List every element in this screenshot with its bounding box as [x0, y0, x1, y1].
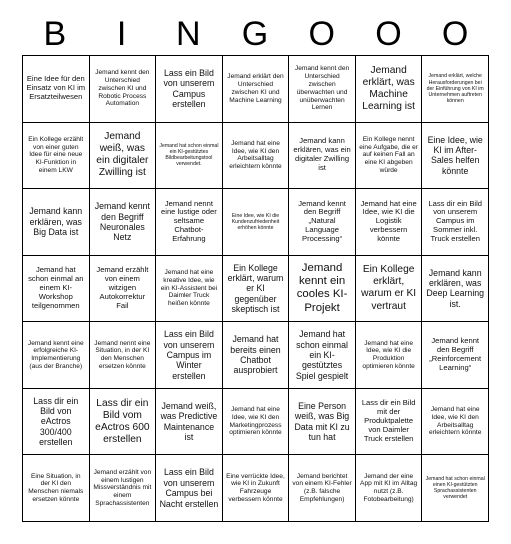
bingo-cell-text: Lass ein Bild von unserem Campus im Winter erstellen — [163, 329, 215, 381]
bingo-cell[interactable] — [23, 322, 90, 389]
bingo-cell-text: Jemand nennt eine lustige oder seltsame Chatbot-Erfahrung — [161, 198, 217, 244]
bingo-cell-text: Jemand kennt den Begriff „Natural Language Processing“ — [298, 198, 346, 244]
bingo-cell-text: Jemand kann erklären, was Deep Learning ist. — [426, 267, 485, 309]
bingo-cell[interactable] — [90, 189, 157, 256]
bingo-cell-text: Jemand kennt den Begriff Neuronales Netz — [94, 201, 150, 243]
bingo-cell-text: Jemand hat schon einmal an einem KI-Workshop teilgenommen — [28, 265, 84, 310]
bingo-cell[interactable] — [90, 455, 157, 522]
bingo-cell[interactable] — [156, 56, 223, 123]
bingo-cell-text: Jemand kennt den Begriff „Reinforcement Learning“ — [429, 336, 482, 373]
bingo-cell[interactable] — [356, 123, 423, 190]
bingo-cell[interactable] — [289, 322, 356, 389]
bingo-cell[interactable] — [23, 56, 90, 123]
bingo-cell-text: Jemand hat bereits einen Chatbot ausprobiert — [230, 334, 281, 376]
header-letter: O — [308, 14, 336, 53]
bingo-cell-text: Jemand kennt eine erfolgreiche KI-Implementierung (aus der Branche) — [27, 339, 84, 370]
bingo-cell[interactable] — [356, 322, 423, 389]
bingo-cell-text: Jemand kennt den Unterschied zwischen KI und Robotic Process Automation — [95, 69, 150, 108]
bingo-cell-text: Ein Kollege erklärt, warum er KI vertraut — [361, 264, 417, 312]
bingo-cell[interactable] — [289, 56, 356, 123]
header-letter: G — [241, 14, 270, 53]
bingo-cell-text: Jemand erklärt, welche Herausforderungen bei der Einführung von KI im Unternehmen auftreten können — [426, 73, 484, 104]
bingo-cell-text: Ein Kollege nennt eine Aufgabe, die er auf keinen Fall an eine KI abgeben würde — [359, 135, 418, 174]
bingo-cell[interactable] — [90, 123, 157, 190]
bingo-cell[interactable] — [422, 455, 489, 522]
bingo-cell[interactable] — [23, 123, 90, 190]
bingo-cell-text: Eine Idee für den Einsatz von KI im Ersatzteilwesen — [26, 74, 86, 102]
bingo-cell-text: Lass dir ein Bild von unserem Campus im Sommer inkl. Truck erstellen — [428, 198, 482, 244]
bingo-cell[interactable] — [422, 189, 489, 256]
bingo-cell[interactable] — [223, 123, 290, 190]
bingo-header — [22, 14, 489, 54]
bingo-cell-text: Jemand hat eine Idee, wie KI den Arbeitsalltag erleichtern könnte — [229, 139, 282, 171]
header-letter: N — [176, 14, 202, 53]
bingo-cell-text: Jemand weiß, was ein digitaler Zwilling ist — [96, 131, 149, 179]
bingo-cell-text: Eine Person weiß, was Big Data mit KI zu tun hat — [294, 400, 350, 442]
bingo-cell[interactable] — [156, 322, 223, 389]
header-letter: B — [43, 14, 68, 53]
bingo-cell-text: Jemand berichtet von einem KI-Fehler (z.B. falsche Empfehlungen) — [292, 472, 352, 503]
bingo-cell[interactable] — [90, 256, 157, 323]
bingo-cell-text: Jemand nennt eine Situation, in der KI den Menschen ersetzen könnte — [94, 339, 151, 370]
bingo-cell-text: Ein Kollege erklärt, warum er KI gegenüber skeptisch ist — [227, 262, 284, 315]
bingo-cell-text: Jemand hat eine Idee, wie KI die Logistik verbessern könnte — [360, 198, 417, 244]
bingo-cell-text: Jemand hat schon einmal einen KI-gestützten Sprachassistenten verwendet — [425, 475, 485, 501]
bingo-cell[interactable] — [23, 455, 90, 522]
bingo-cell[interactable] — [223, 189, 290, 256]
bingo-cell[interactable] — [422, 256, 489, 323]
bingo-cell-text: Jemand hat eine Idee, wie KI die Produktion optimieren könnte — [362, 339, 415, 370]
bingo-cell-text: Eine Idee, wie KI im After-Sales helfen könnte — [427, 134, 483, 176]
bingo-cell[interactable] — [90, 56, 157, 123]
bingo-cell[interactable] — [422, 123, 489, 190]
bingo-cell-text: Jemand hat schon einmal ein KI-gestütztes Bildbearbeitungstool verwendet. — [159, 143, 219, 168]
header-letter: O — [441, 14, 470, 53]
bingo-cell[interactable] — [356, 56, 423, 123]
bingo-cell[interactable] — [356, 455, 423, 522]
bingo-cell-text: Ein Kollege erzählt von einer guten Idee für eine neue KI-Funktion in einem LKW — [28, 135, 84, 174]
bingo-cell[interactable] — [223, 455, 290, 522]
bingo-cell[interactable] — [223, 322, 290, 389]
bingo-cell[interactable] — [289, 256, 356, 323]
bingo-cell-text: Jemand kann erklären, was ein digitaler Zwilling ist — [293, 136, 351, 173]
bingo-cell-text: Jemand erzählt von einem witzigen Autokorrektur Fail — [96, 265, 149, 310]
bingo-cell-text: Jemand hat eine kreative Idee, wie ein KI-Assistent bei Daimler Truck heißen könnte — [160, 269, 218, 308]
bingo-cell[interactable] — [90, 389, 157, 456]
bingo-cell[interactable] — [422, 322, 489, 389]
bingo-cell[interactable] — [356, 256, 423, 323]
bingo-cell-text: Lass dir ein Bild vom eActros 600 erstellen — [95, 397, 150, 445]
bingo-cell-text: Eine Situation, in der KI den Menschen niemals ersetzen könnte — [28, 472, 84, 503]
bingo-cell-text: Eine Idee, wie KI die Kundenzufriedenheit erhöhen könnte — [231, 212, 280, 231]
bingo-cell[interactable] — [23, 189, 90, 256]
bingo-cell[interactable] — [289, 123, 356, 190]
bingo-grid — [22, 55, 489, 522]
bingo-cell[interactable] — [223, 256, 290, 323]
bingo-cell[interactable] — [289, 389, 356, 456]
bingo-cell-text: Lass dir ein Bild mit der Produktpalette von Daimler Truck erstellen — [361, 398, 416, 444]
bingo-cell-text: Jemand kann erklären, was Big Data ist — [29, 206, 83, 238]
bingo-cell[interactable] — [156, 389, 223, 456]
bingo-cell[interactable] — [422, 56, 489, 123]
bingo-cell[interactable] — [156, 455, 223, 522]
bingo-cell-text: Jemand kennt ein cooles KI-Projekt — [296, 261, 348, 314]
bingo-cell-text: Lass ein Bild von unserem Campus bei Nacht erstellen — [159, 467, 219, 509]
header-letter: I — [116, 14, 128, 53]
bingo-cell-text: Jemand hat eine Idee, wie KI den Arbeitsalltag erleichtern könnte — [428, 406, 482, 437]
bingo-cell[interactable] — [156, 256, 223, 323]
bingo-cell-text: Eine verrückte Idee, wie KI in Zukunft Fahrzeuge verbessern könnte — [226, 472, 285, 503]
bingo-cell-text: Jemand erklärt, was Machine Learning ist — [362, 64, 415, 112]
bingo-cell[interactable] — [289, 455, 356, 522]
bingo-cell-text: Jemand kennt den Unterschied zwischen überwachten und unüberwachten Lernen — [294, 65, 350, 112]
bingo-cell-text: Lass dir ein Bild von eActros 300/400 erstellen — [33, 395, 79, 448]
bingo-cell-text: Lass ein Bild von unserem Campus erstellen — [163, 68, 215, 110]
bingo-cell[interactable] — [289, 189, 356, 256]
bingo-cell[interactable] — [356, 389, 423, 456]
bingo-cell-text: Jemand der eine App mit KI im Alltag nutzt (z.B. Fotobearbeitung) — [360, 472, 418, 503]
header-letter: O — [375, 14, 403, 53]
bingo-cell[interactable] — [356, 189, 423, 256]
bingo-cell[interactable] — [223, 56, 290, 123]
bingo-cell-text: Jemand erzählt von einem lustigen Missverständnis mit einem Sprachassistenten — [93, 468, 152, 507]
bingo-cell[interactable] — [23, 389, 90, 456]
bingo-cell[interactable] — [23, 256, 90, 323]
bingo-cell[interactable] — [90, 322, 157, 389]
bingo-cell[interactable] — [422, 389, 489, 456]
bingo-cell[interactable] — [156, 189, 223, 256]
bingo-cell-text: Jemand erklärt den Unterschied zwischen KI und Machine Learning — [227, 73, 284, 104]
bingo-cell-text: Jemand hat schon einmal ein KI-gestütztes Spiel gespielt — [295, 329, 349, 381]
bingo-cell[interactable] — [156, 123, 223, 190]
bingo-cell-text: Jemand hat eine Idee, wie KI den Marketingprozess optimieren könnte — [229, 406, 282, 437]
bingo-cell-text: Jemand weiß, was Predictive Maintenance ist — [160, 400, 218, 442]
bingo-cell[interactable] — [223, 389, 290, 456]
